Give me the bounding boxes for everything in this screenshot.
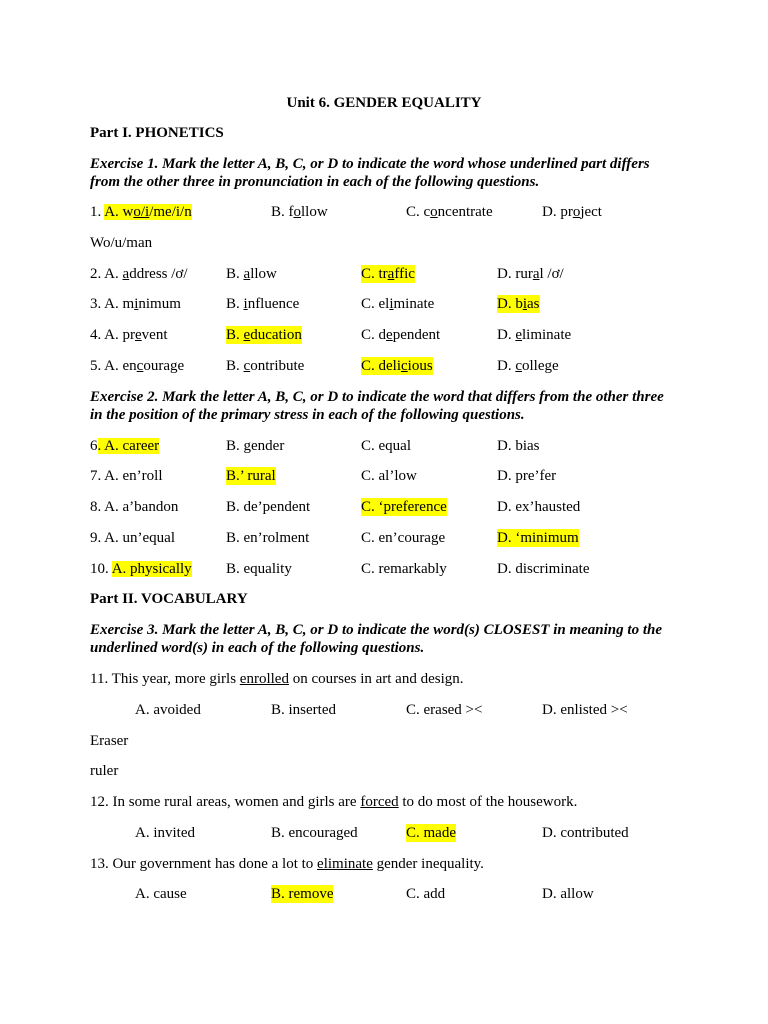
- q2-option-d: D. rural /ơ/: [497, 266, 564, 282]
- q7-option-d: D. pre’fer: [497, 468, 557, 484]
- note-woman: Wo/u/man: [90, 235, 153, 251]
- q7-option-b: B.’ rural: [226, 468, 276, 484]
- note-eraser: Eraser: [90, 733, 129, 749]
- q7-option-c: C. al’low: [361, 468, 417, 484]
- q3-option-b: B. influence: [226, 296, 300, 312]
- q9-option-a: 9. A. un’equal: [90, 530, 175, 546]
- q10-option-a: 10. A. physically: [90, 561, 192, 577]
- q4-option-a: 4. A. prevent: [90, 327, 168, 343]
- q13-option-c: C. add: [406, 886, 446, 902]
- q13-stem: 13. Our government has done a lot to eliminate gender inequality.: [90, 856, 484, 872]
- note-ruler: ruler: [90, 763, 119, 779]
- q8-option-d: D. ex’hausted: [497, 499, 581, 515]
- q2-option-a: 2. A. address /ơ/: [90, 266, 188, 282]
- q9-option-b: B. en’rolment: [226, 530, 310, 546]
- q2-option-b: B. allow: [226, 266, 277, 282]
- part1-heading: Part I. PHONETICS: [90, 125, 224, 141]
- q5-option-d: D. college: [497, 358, 559, 374]
- q4-option-c: C. dependent: [361, 327, 441, 343]
- q13-option-d: D. allow: [542, 886, 594, 902]
- q13-option-a: A. cause: [135, 886, 187, 902]
- q9-option-c: C. en’courage: [361, 530, 446, 546]
- q8-option-b: B. de’pendent: [226, 499, 311, 515]
- q6-option-b: B. gender: [226, 438, 285, 454]
- q1-option-d: D. project: [542, 204, 602, 220]
- q3-option-c: C. eliminate: [361, 296, 435, 312]
- q5-option-a: 5. A. encourage: [90, 358, 185, 374]
- q12-option-d: D. contributed: [542, 825, 629, 841]
- q3-option-d: D. bias: [497, 296, 540, 312]
- q3-option-a: 3. A. minimum: [90, 296, 181, 312]
- q12-option-c: C. made: [406, 825, 456, 841]
- q1-option-c: C. concentrate: [406, 204, 493, 220]
- q12-stem: 12. In some rural areas, women and girls are forced to do most of the housework.: [90, 794, 578, 810]
- exercise3-instruction: Exercise 3. Mark the letter A, B, C, or D to indicate the word(s) CLOSEST in meaning to the underlined word(s) in each of the following questions.: [90, 622, 662, 656]
- q5-option-c: C. delicious: [361, 358, 433, 374]
- q8-option-a: 8. A. a’bandon: [90, 499, 179, 515]
- part2-heading: Part II. VOCABULARY: [90, 591, 248, 607]
- q2-option-c: C. traffic: [361, 266, 415, 282]
- q8-option-c: C. ‘preference: [361, 499, 447, 515]
- q6-option-a: 6. A. career: [90, 438, 160, 454]
- q11-option-c: C. erased ><: [406, 702, 483, 718]
- q12-option-a: A. invited: [135, 825, 195, 841]
- q10-option-d: D. discriminate: [497, 561, 590, 577]
- q11-option-d: D. enlisted ><: [542, 702, 628, 718]
- q6-option-d: D. bias: [497, 438, 540, 454]
- q12-option-b: B. encouraged: [271, 825, 358, 841]
- q1-option-b: B. follow: [271, 204, 328, 220]
- page-title: Unit 6. GENDER EQUALITY: [286, 95, 482, 111]
- q1-option-a: 1. A. wo/i/me/i/n: [90, 204, 192, 220]
- q6-option-c: C. equal: [361, 438, 411, 454]
- q11-option-b: B. inserted: [271, 702, 336, 718]
- q5-option-b: B. contribute: [226, 358, 305, 374]
- q10-option-b: B. equality: [226, 561, 292, 577]
- q9-option-d: D. ‘minimum: [497, 530, 579, 546]
- q11-option-a: A. avoided: [135, 702, 201, 718]
- q4-option-b: B. education: [226, 327, 302, 343]
- exercise1-instruction: Exercise 1. Mark the letter A, B, C, or D to indicate the word whose underlined part differs from the other three in pronunciation in each of the following questions.: [90, 156, 650, 190]
- exercise2-instruction: Exercise 2. Mark the letter A, B, C, or D to indicate the word that differs from the other three in the position of the primary stress in each of the following questions.: [90, 389, 664, 423]
- q11-stem: 11. This year, more girls enrolled on courses in art and design.: [90, 671, 464, 687]
- q4-option-d: D. eliminate: [497, 327, 572, 343]
- q10-option-c: C. remarkably: [361, 561, 447, 577]
- q7-option-a: 7. A. en’roll: [90, 468, 163, 484]
- q13-option-b: B. remove: [271, 886, 334, 902]
